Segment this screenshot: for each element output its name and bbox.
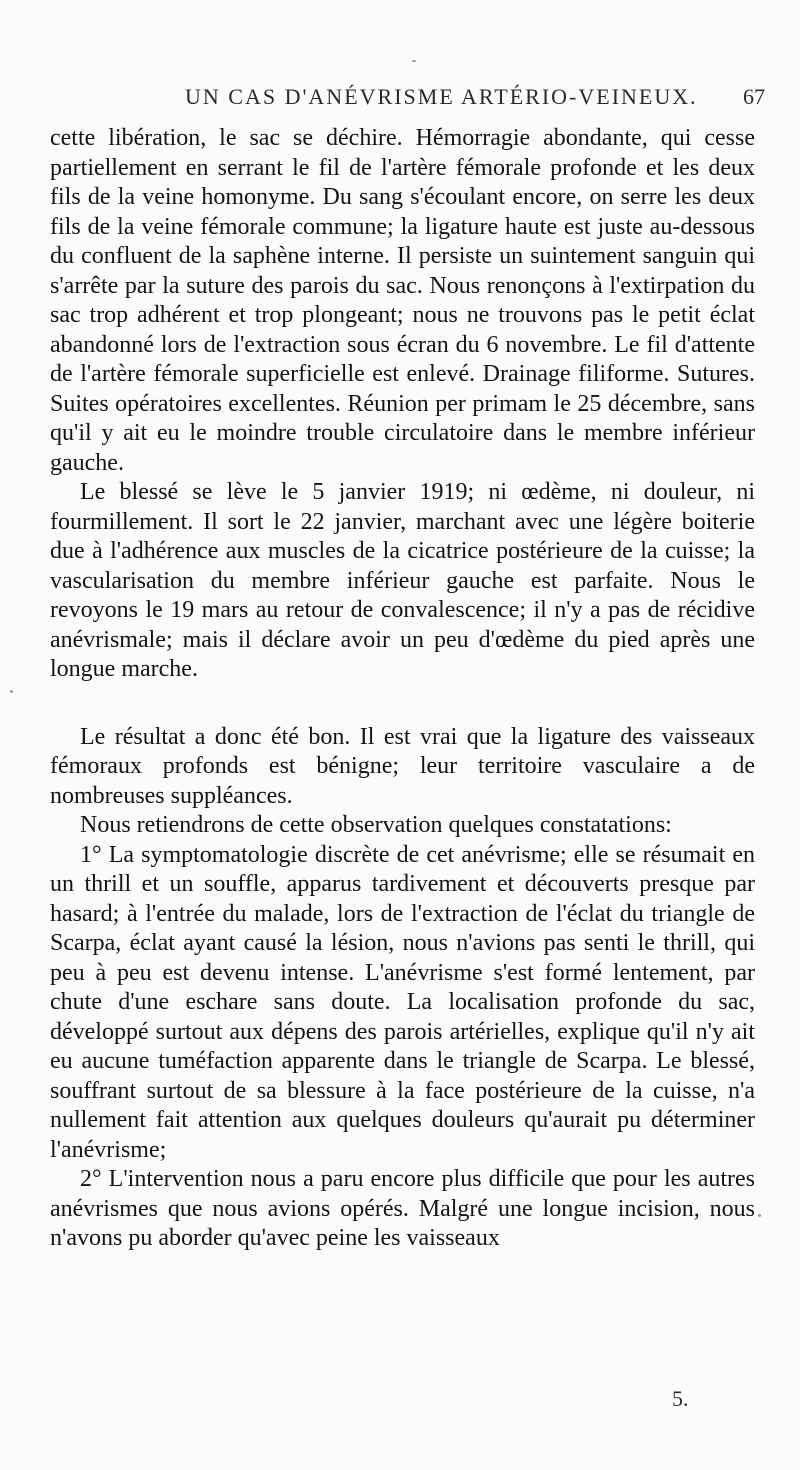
signature-mark: 5.	[672, 1386, 689, 1411]
paragraph-result: Le résultat a donc été bon. Il est vrai que la ligature des vaisseaux fémoraux profonds est bénigne; leur territoire vasculaire a de nombreuses suppléances.	[50, 723, 755, 809]
paragraph-recovery: Le blessé se lève le 5 janvier 1919; ni œdème, ni douleur, ni fourmillement. Il sort le 22 janvier, marchant avec une légère boiterie due à l'adhérence aux muscles de la cicatrice postérieure de la cuisse; la vascularisation du membre inférieur gauche est parfaite. Nous le revoyons le 19 mars au retour de convalescence; il n'y a pas de récidive anévrismale; mais il déclare avoir un peu d'œdème du pied après une longue marche.	[50, 479, 755, 682]
paragraph-point-2: 2° L'intervention nous a paru encore plus difficile que pour les autres anévrismes que nous avions opérés. Malgré une longue incision, nous n'avons pu aborder qu'avec peine les vaisseaux	[50, 1166, 755, 1251]
paragraph-operation-continued: cette libération, le sac se déchire. Hémorragie abondante, qui cesse partiellement en serrant le fil de l'artère fémorale profonde et les deux fils de la veine homonyme. Du sang s'écoulant encore, on serre les deux fils de la veine fémorale commune; la ligature haute est juste au-dessous du confluent de la saphène interne. Il persiste un suintement sanguin qui s'arrête par la suture des parois du sac. Nous renonçons à l'extirpation du sac trop adhérent et trop plongeant; nous ne trouvons pas le petit éclat abandonné lors de l'extraction sous écran du 6 novembre. Le fil d'attente de l'artère fémorale superficielle est enlevé. Drainage filiforme. Sutures. Suites opératoires excellentes. Réunion per primam le 25 décembre, sans qu'il y ait eu le moindre trouble circulatoire dans le membre inférieur gauche.	[50, 125, 755, 476]
body-text	[50, 124, 755, 1254]
scan-speck	[758, 1214, 761, 1217]
scan-speck	[412, 60, 416, 62]
page-header	[50, 84, 765, 114]
page-number: 67	[743, 84, 765, 109]
paragraph-observations-intro: Nous retiendrons de cette observation quelques constatations:	[80, 812, 672, 838]
scan-speck	[10, 690, 13, 693]
running-title: UN CAS D'ANÉVRISME ARTÉRIO-VEINEUX.	[185, 84, 698, 109]
paragraph-point-1: 1° La symptomatologie discrète de cet anévrisme; elle se résumait en un thrill et un souffle, apparus tardivement et découverts presque par hasard; à l'entrée du malade, lors de l'extraction de l'éclat du triangle de Scarpa, éclat ayant causé la lésion, nous n'avions pas senti le thrill, qui peu à peu est devenu intense. L'anévrisme s'est formé lentement, par chute d'une eschare sans doute. La localisation profonde du sac, développé surtout aux dépens des parois artérielles, explique qu'il n'y ait eu aucune tuméfaction apparente dans le triangle de Scarpa. Le blessé, souffrant surtout de sa blessure à la face postérieure de la cuisse, n'a nullement fait attention aux quelques douleurs qu'aurait pu déterminer l'anévrisme;	[50, 841, 755, 1163]
